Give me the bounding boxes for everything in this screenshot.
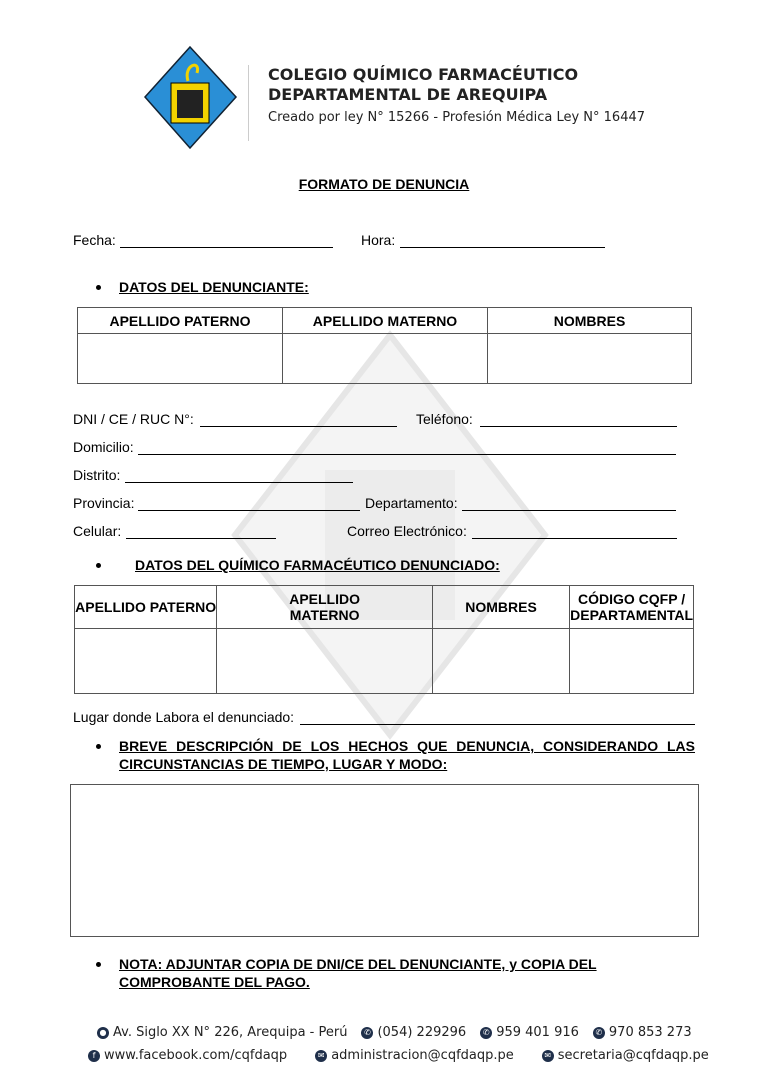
nombres-cell[interactable] [432,629,569,694]
lugar-field[interactable] [300,724,695,725]
distrito-label: Distrito: [73,467,121,483]
footer-phone: (054) 229296 [377,1025,467,1040]
bullet [96,285,101,290]
page-title: FORMATO DE DENUNCIA [298,176,470,192]
celular-label: Celular: [73,523,122,539]
codigo-cell[interactable] [570,629,694,694]
col-apellido-paterno: APELLIDO PATERNO [75,586,217,629]
whatsapp-icon: ✆ [593,1027,605,1039]
email-icon: ✉ [315,1050,327,1062]
logo [143,45,238,150]
section-denunciado-title: DATOS DEL QUÍMICO FARMACÉUTICO DENUNCIADO: [135,557,500,573]
section-descripcion-title-2: CIRCUNSTANCIAS DE TIEMPO, LUGAR Y MODO: [119,756,448,772]
phone-icon: ✆ [361,1027,373,1039]
hora-label: Hora: [361,232,396,248]
bullet [96,744,101,749]
denunciante-table [77,307,692,384]
correo-label: Correo Electrónico: [347,523,467,539]
apellido-paterno-cell[interactable] [78,334,283,384]
fecha-label: Fecha: [73,232,116,248]
domicilio-field[interactable] [138,454,676,455]
nombres-cell[interactable] [488,334,692,384]
footer-contact-row1 [97,1025,692,1040]
col-nombres: NOMBRES [488,308,692,334]
footer-email2: secretaria@cqfdaqp.pe [557,1048,709,1063]
telefono-field[interactable] [480,426,677,427]
header-divider [248,65,249,141]
location-icon: ● [97,1027,109,1039]
footer-whatsapp2: 970 853 273 [608,1025,692,1040]
org-name-line2: DEPARTAMENTAL DE AREQUIPA [268,85,548,104]
org-name-line1: COLEGIO QUÍMICO FARMACÉUTICO [268,65,579,84]
provincia-label: Provincia: [73,495,135,511]
section-denunciante-title: DATOS DEL DENUNCIANTE: [119,279,309,295]
descripcion-textarea[interactable] [70,784,699,937]
col-nombres: NOMBRES [432,586,569,629]
distrito-field[interactable] [125,482,353,483]
footer-email1: administracion@cqfdaqp.pe [331,1048,514,1063]
footer-contact-row2 [88,1048,709,1063]
denunciado-table [74,585,694,694]
footer-facebook: www.facebook.com/cqfdaqp [104,1048,288,1063]
hora-field[interactable] [400,247,605,248]
correo-field[interactable] [472,538,677,539]
bullet [96,563,101,568]
provincia-field[interactable] [138,510,360,511]
apellido-materno-cell[interactable] [283,334,488,384]
whatsapp-icon: ✆ [480,1027,492,1039]
col-apellido-materno: APELLIDO MATERNO [283,308,488,334]
facebook-icon: f [88,1050,100,1062]
bullet [96,962,101,967]
email-icon: ✉ [542,1050,554,1062]
footer-address: Av. Siglo XX N° 226, Arequipa - Perú [113,1025,348,1040]
col-apellido-materno: APELLIDO MATERNO [217,586,433,629]
departamento-field[interactable] [462,510,676,511]
telefono-label: Teléfono: [416,411,473,427]
dni-field[interactable] [200,426,397,427]
nota-line1: NOTA: ADJUNTAR COPIA DE DNI/CE DEL DENUNCIANTE, y COPIA DEL [119,956,597,972]
dni-label: DNI / CE / RUC N°: [73,411,194,427]
col-codigo-cqfp: CÓDIGO CQFP / DEPARTAMENTAL [570,586,694,629]
section-descripcion-title-1: BREVE DESCRIPCIÓN DE LOS HECHOS QUE DENUNCIA, CONSIDERANDO LAS [119,738,695,754]
org-subtitle: Creado por ley N° 15266 - Profesión Médica Ley N° 16447 [268,110,646,125]
departamento-label: Departamento: [365,495,458,511]
col-apellido-paterno: APELLIDO PATERNO [78,308,283,334]
fecha-field[interactable] [120,247,333,248]
footer-whatsapp1: 959 401 916 [496,1025,579,1040]
nota-line2: COMPROBANTE DEL PAGO. [119,974,310,990]
lugar-label: Lugar donde Labora el denunciado: [73,709,295,725]
celular-field[interactable] [126,538,276,539]
apellido-paterno-cell[interactable] [75,629,217,694]
domicilio-label: Domicilio: [73,439,134,455]
apellido-materno-cell[interactable] [217,629,433,694]
